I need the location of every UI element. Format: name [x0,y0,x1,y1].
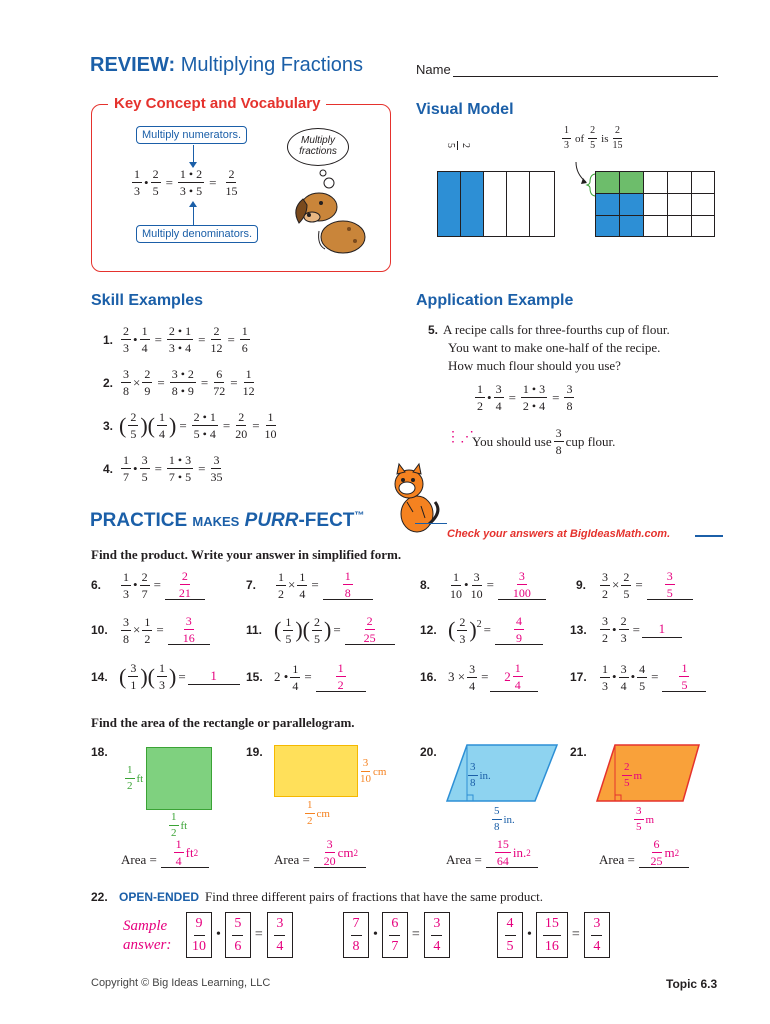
answer-17[interactable]: $\frac{1}{5}$ [662,662,706,692]
skill-examples-title: Skill Examples [91,292,204,309]
practice-rule-right [695,535,723,537]
open-ended-group-2: 7 8 • $\frac{6}{7}$ = $\frac{3}{4}$ [339,912,454,958]
answer-box[interactable]: $\frac{3}{4}$ [424,912,450,958]
answer-box[interactable]: $\frac{3}{4}$ [267,912,293,958]
problem-11: 11. ( $\frac{1}{5}$ ) ( $\frac{2}{5}$ ) = $\frac{2}{25}$ [246,615,397,645]
problem-15: 15. 2 • $\frac{1}{4}$ = $\frac{1}{2}$ [246,662,368,692]
key-concept-title: Key Concept and Vocabulary [108,95,326,112]
problem-22: 22. OPEN-ENDED Find three different pairs of fractions that have the same product. [91,889,544,904]
answer-16[interactable]: 2 $\frac{1}{4}$ [490,662,538,692]
visual-model-title: Visual Model [416,101,514,118]
answer-box[interactable]: $\frac{3}{4}$ [584,912,610,958]
problem-18-number: 18. [91,745,108,759]
answer-11[interactable]: $\frac{2}{25}$ [345,615,395,645]
answer-box[interactable]: $\frac{15}{16}$ [536,912,568,958]
skill-example-2: 2. $\frac{3}{8}$ × $\frac{2}{9}$ = $\frac{3 • 2}{8 • 9}$ = $\frac{6}{72}$ = $\frac{1}{12}$ [103,367,255,398]
topic-label: Topic 6.3 [666,977,718,991]
answer-box[interactable]: 4 5 [497,912,523,958]
problem-13: 13. $\frac{3}{2}$ • $\frac{2}{3}$ = 1 [570,615,682,644]
problem-8: 8. $\frac{1}{10}$ • $\frac{3}{10}$ = $\frac{3}{100}$ [420,570,548,600]
application-example-title: Application Example [416,292,574,309]
problem-18-bottom-label: $\frac{1}{2}$ ft [171,811,188,839]
practice-title: PRACTICE MAKES PURR-FECT™ [90,510,365,531]
rectangle-shape [274,745,358,797]
arrow-up-icon [189,201,197,207]
answer-13[interactable]: 1 [642,621,682,638]
problem-7: 7. $\frac{1}{2}$ × $\frac{1}{4}$ = $\frac{1}{8}$ [246,570,375,600]
name-label: Name [416,62,451,77]
product-grid [595,171,715,237]
visual-model-side-label: 2 5 [445,143,471,148]
page-title: REVIEW: Multiplying Fractions [90,54,364,76]
skill-example-1: 1. $\frac{2}{3}$ • $\frac{1}{4}$ = $\frac{2 • 1}{3 • 4}$ = $\frac{2}{12}$ = $\frac{1}{6}$ [103,324,248,355]
square-shape [146,747,212,810]
brace-arrow-icon [570,160,598,200]
skill-example-4: 4. $\frac{1}{7}$ • $\frac{3}{5}$ = $\frac{1 • 3}{7 • 5}$ = $\frac{3}{35}$ [103,453,223,484]
sample-answer-label: Sample answer: [123,918,172,953]
callout-numerators: Multiply numerators. [136,126,247,144]
visual-model-caption: $\frac{1}{3}$ of $\frac{2}{5}$ is $\frac{2}{15}$ [564,125,623,151]
answer-15[interactable]: $\frac{1}{2}$ [316,662,366,692]
answer-14[interactable]: 1 [188,668,240,685]
answer-box[interactable]: 7 8 [343,912,369,958]
answer-box[interactable]: $\frac{6}{7}$ [382,912,408,958]
copyright: Copyright © Big Ideas Learning, LLC [91,977,271,989]
problem-14: 14. ( $\frac{3}{1}$ ) ( $\frac{1}{3}$ ) = 1 [91,662,240,691]
problem-19-side-label: $\frac{3}{10}$ cm [360,757,387,785]
problem-18-area: Area = $\frac{1}{4}$ ft 2 [121,838,209,868]
answer-7[interactable]: $\frac{1}{8}$ [323,570,373,600]
arrow-up-line [193,205,194,225]
problem-9: 9. $\frac{3}{2}$ × $\frac{2}{5}$ = $\frac{3}{5}$ [576,570,695,600]
name-field-line[interactable] [453,76,718,77]
problem-18-side-label: $\frac{1}{2}$ ft [127,764,144,792]
problem-20-side-label: $\frac{3}{8}$ in. [470,761,491,789]
instruction-area: Find the area of the rectangle or parallelogram. [91,715,355,730]
check-answers-text: Check your answers at BigIdeasMath.com. [447,528,671,540]
problem-10: 10. $\frac{3}{8}$ × $\frac{1}{2}$ = $\frac{3}{16}$ [91,615,212,645]
instruction-product: Find the product. Write your answer in simplified form. [91,547,402,562]
application-answer: You should use $\frac{3}{8}$ cup flour. [472,426,616,457]
skill-examples-list [103,318,279,490]
problem-21-side-label: $\frac{2}{5}$ m [624,761,643,789]
answer-box[interactable]: $\frac{5}{6}$ [225,912,251,958]
problem-19-area: Area = $\frac{3}{20}$ cm 2 [274,838,366,868]
answer-9[interactable]: $\frac{3}{5}$ [647,570,693,600]
problem-20-number: 20. [420,745,437,759]
answer-19[interactable]: $\frac{3}{20}$ cm 2 [314,838,366,868]
open-ended-group-1: 9 10 • $\frac{5}{6}$ = $\frac{3}{4}$ [182,912,297,958]
parallelogram-orange-shape [595,743,701,803]
problem-19-bottom-label: $\frac{1}{2}$ cm [307,799,330,827]
answer-18[interactable]: $\frac{1}{4}$ ft 2 [161,838,209,868]
answer-6[interactable]: $\frac{2}{21}$ [165,570,205,600]
problem-6: 6. $\frac{1}{3}$ • $\frac{2}{7}$ = $\frac{2}{21}$ [91,570,207,600]
answer-8[interactable]: $\frac{3}{100}$ [498,570,546,600]
problem-21-bottom-label: $\frac{3}{5}$ m [636,805,655,833]
practice-rule-left [415,523,447,524]
problem-19-number: 19. [246,745,263,759]
callout-denominators: Multiply denominators. [136,225,258,243]
problem-12: 12. ( $\frac{2}{3}$ ) $^2$ = $\frac{4}{9}$ [420,615,545,645]
problem-20-area: Area = $\frac{15}{64}$ in. 2 [446,838,538,868]
parallelogram-blue-shape [445,743,560,803]
application-work: $\frac{1}{2}$ • $\frac{3}{4}$ = $\frac{1 • 3}{2 • 4}$ = $\frac{3}{8}$ [477,382,573,413]
answer-12[interactable]: $\frac{4}{9}$ [495,615,543,645]
application-problem: 5. A recipe calls for three-fourths cup of flour. You want to make one-half of the recipe. How much flour should you use? [428,322,670,373]
problem-21-number: 21. [570,745,587,759]
problem-21-area: Area = $\frac{6}{25}$ m 2 [599,838,689,868]
key-concept-expression: $\frac{1}{3}$ • $\frac{2}{5}$ = $\frac{1 • 2}{3 • 5}$ = $\frac{2}{15}$ [134,167,238,198]
fifths-strip [437,171,555,237]
problem-16: 16. 3 × $\frac{3}{4}$ = 2 $\frac{1}{4}$ [420,662,538,692]
problem-20-bottom-label: $\frac{5}{8}$ in. [494,805,515,833]
skill-example-3: 3. ( $\frac{2}{5}$ ) ( $\frac{1}{4}$ ) = $\frac{2 • 1}{5 • 4}$ = $\frac{2}{20}$ = $\frac{1}{10}$ [103,410,277,441]
problem-17: 17. $\frac{1}{3}$ • $\frac{3}{4}$ • $\frac{4}{5}$ = $\frac{1}{5}$ [570,662,708,692]
dog-mascot-icon [285,165,380,255]
thought-bubble: Multiply fractions [287,128,349,166]
open-ended-group-3: 4 5 • $\frac{15}{16}$ = $\frac{3}{4}$ [493,912,614,958]
answer-21[interactable]: $\frac{6}{25}$ m 2 [639,838,689,868]
answer-box[interactable]: 9 10 [186,912,212,958]
answer-10[interactable]: $\frac{3}{16}$ [168,615,210,645]
answer-20[interactable]: $\frac{15}{64}$ in. 2 [486,838,538,868]
dotted-triangle-icon: ⋮⋰ [446,430,474,445]
